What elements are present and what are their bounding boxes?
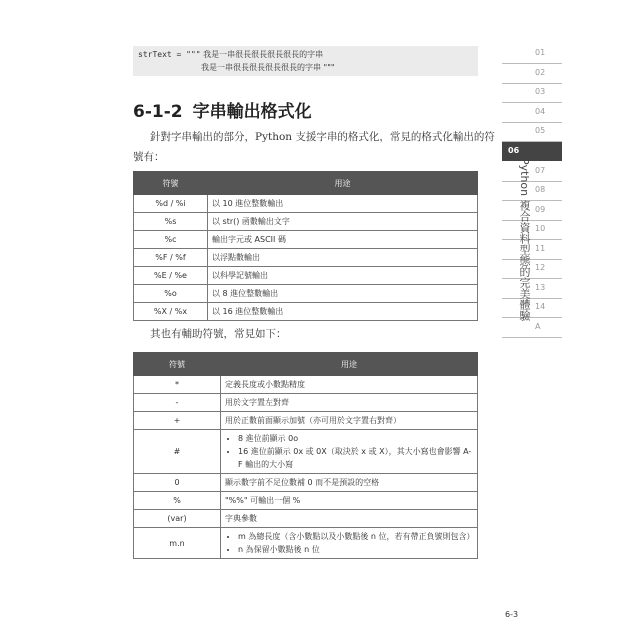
- table-header-usage: 用途: [221, 353, 478, 376]
- symbol-cell: %: [134, 492, 221, 510]
- bullet-list: [225, 530, 473, 556]
- chapter-tab-label: 03: [535, 87, 546, 96]
- paragraph-1-line-1: 針對字串輸出的部分，Python 支援字串的格式化，常見的格式化輸出的符: [150, 131, 495, 143]
- chapter-tab-label: 14: [535, 302, 546, 311]
- chapter-tab-06[interactable]: [502, 142, 562, 161]
- symbol-cell: +: [134, 412, 221, 430]
- chapter-tab-10[interactable]: [502, 220, 562, 240]
- code-string: 我是一串很長很長很長很長的字串: [200, 50, 324, 59]
- table-row: [134, 285, 478, 303]
- symbol-cell: -: [134, 394, 221, 412]
- chapter-tab-label: 09: [535, 204, 546, 214]
- table-row: [134, 249, 478, 267]
- chapter-tab-label: A: [535, 321, 541, 331]
- table-row: [134, 376, 478, 394]
- table-row: [134, 195, 478, 213]
- table-header-symbol: 符號: [134, 353, 221, 376]
- usage-cell: 輸出字元或 ASCII 碼: [208, 231, 478, 249]
- auxiliary-symbol-table: [133, 352, 478, 559]
- usage-cell: 字典參數: [221, 510, 478, 528]
- usage-cell: 用於正數前面顯示加號（亦可用於文字置右對齊）: [221, 412, 478, 430]
- symbol-cell: %d / %i: [134, 195, 208, 213]
- chapter-tab-a[interactable]: [502, 318, 562, 338]
- table-row: [134, 231, 478, 249]
- chapter-tab-13[interactable]: [502, 279, 562, 299]
- symbol-cell: #: [134, 430, 221, 474]
- chapter-tab-05[interactable]: [502, 122, 562, 142]
- symbol-cell: %F / %f: [134, 249, 208, 267]
- usage-cell: 以科學記號輸出: [208, 267, 478, 285]
- code-line-2: 我是一串很長很長很長很長的字串 """: [201, 63, 335, 72]
- table-row: [134, 492, 478, 510]
- usage-cell: 用於文字置左對齊: [221, 394, 478, 412]
- symbol-cell: %o: [134, 285, 208, 303]
- table-header-usage: 用途: [208, 172, 478, 195]
- bullet-item: • n 為保留小數點後 n 位: [238, 543, 473, 556]
- chapter-title: Python 複合資料型態的完美體驗: [518, 158, 531, 321]
- table-row: [134, 267, 478, 285]
- table-row: [134, 213, 478, 231]
- table-header-symbol: 符號: [134, 172, 208, 195]
- paragraph-1-line-2: 號有：: [133, 151, 165, 163]
- format-symbol-table: [133, 171, 478, 321]
- chapter-tab-label: 08: [535, 185, 546, 194]
- chapter-tab-08[interactable]: [502, 181, 562, 201]
- symbol-cell: (var): [134, 510, 221, 528]
- chapter-tab-label: 11: [535, 243, 546, 253]
- table-row: [134, 474, 478, 492]
- chapter-tab-02[interactable]: [502, 64, 562, 84]
- chapter-tab-label: 01: [535, 48, 546, 57]
- bullet-list: [225, 432, 473, 471]
- chapter-tab-01[interactable]: [502, 44, 562, 64]
- symbol-cell: %s: [134, 213, 208, 231]
- bullet-item: • 16 進位前顯示 0x 或 0X（取決於 x 或 X），其大小寫也會影響 A-F 輸出的大小寫: [238, 445, 473, 471]
- table-row: [134, 430, 478, 474]
- chapter-tab-09[interactable]: [502, 201, 562, 221]
- bullet-item: • 8 進位前顯示 0o: [238, 432, 473, 445]
- symbol-cell: %c: [134, 231, 208, 249]
- table-row: [134, 528, 478, 559]
- usage-cell: 定義長度或小數點精度: [221, 376, 478, 394]
- usage-cell: [221, 430, 478, 474]
- section-number: 6-1-2: [133, 102, 183, 122]
- symbol-cell: %E / %e: [134, 267, 208, 285]
- usage-cell: 以 str() 函數輸出文字: [208, 213, 478, 231]
- chapter-tab-label: 13: [535, 282, 546, 292]
- chapter-tab-14[interactable]: [502, 298, 562, 318]
- code-text: strText = """: [138, 50, 201, 59]
- usage-cell: "%%" 可輸出一個 %: [221, 492, 478, 510]
- chapter-tab-label: 05: [535, 126, 546, 135]
- chapter-tab-07[interactable]: [502, 162, 562, 182]
- bullet-item: • m 為總長度（含小數點以及小數點後 n 位，若有帶正負號則包含）: [238, 530, 473, 543]
- code-block: [133, 46, 478, 76]
- section-heading: [133, 97, 312, 122]
- page-number: 6-3: [505, 610, 519, 619]
- paragraph-2: 其也有輔助符號，常見如下：: [150, 328, 287, 340]
- symbol-cell: %X / %x: [134, 303, 208, 321]
- table-row: [134, 510, 478, 528]
- usage-cell: 顯示數字前不足位數補 0 而不是預設的空格: [221, 474, 478, 492]
- table-row: [134, 394, 478, 412]
- usage-cell: 以 16 進位整數輸出: [208, 303, 478, 321]
- chapter-tab-04[interactable]: [502, 103, 562, 123]
- chapter-tab-label: 06: [508, 146, 520, 155]
- symbol-cell: *: [134, 376, 221, 394]
- usage-cell: 以浮點數輸出: [208, 249, 478, 267]
- chapter-tab-11[interactable]: [502, 240, 562, 260]
- chapter-tab-label: 10: [535, 224, 546, 233]
- chapter-tab-label: 02: [535, 67, 546, 77]
- symbol-cell: m.n: [134, 528, 221, 559]
- chapter-tab-12[interactable]: [502, 259, 562, 279]
- usage-cell: 以 8 進位整數輸出: [208, 285, 478, 303]
- code-line-1: [138, 49, 323, 60]
- usage-cell: 以 10 進位整數輸出: [208, 195, 478, 213]
- usage-cell: [221, 528, 478, 559]
- table-row: [134, 303, 478, 321]
- chapter-tab-label: 12: [535, 263, 546, 272]
- section-title: 字串輸出格式化: [192, 102, 312, 122]
- chapter-tab-03[interactable]: [502, 83, 562, 103]
- table-row: [134, 412, 478, 430]
- symbol-cell: 0: [134, 474, 221, 492]
- chapter-tab-label: 07: [535, 165, 546, 175]
- chapter-tab-label: 04: [535, 106, 546, 116]
